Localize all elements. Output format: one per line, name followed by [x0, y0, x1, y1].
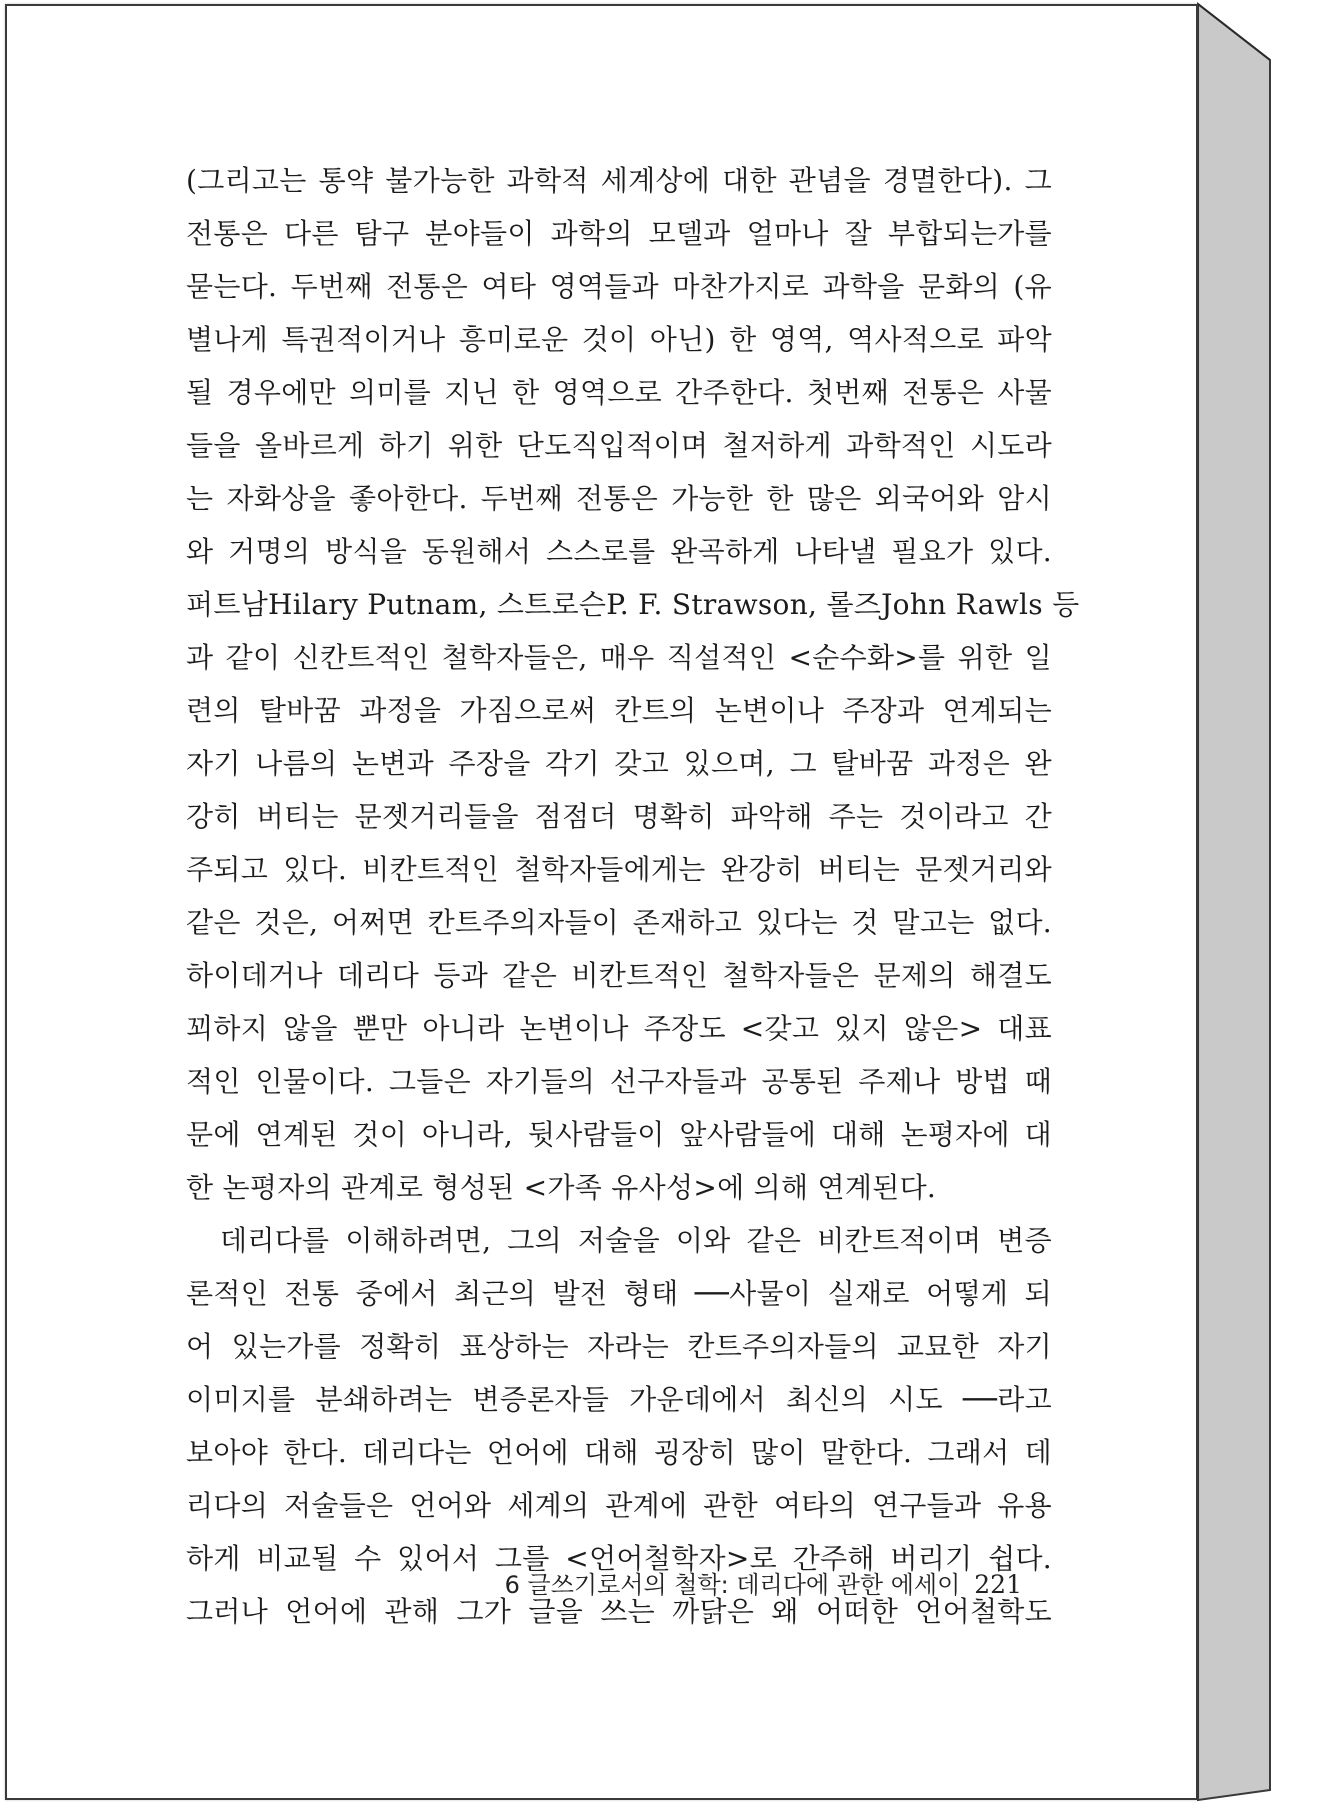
text-line: 이미지를 분쇄하려는 변증론자들 가운데에서 최신의 시도 ──라고: [186, 1383, 1052, 1416]
text-line: 론적인 전통 중에서 최근의 발전 형태 ──사물이 실재로 어떻게 되: [186, 1277, 1052, 1310]
text-line: 같은 것은, 어쩌면 칸트주의자들이 존재하고 있다는 것 말고는 없다.: [186, 906, 1052, 939]
text-line: 리다의 저술들은 언어와 세계의 관계에 관한 여타의 연구들과 유용: [186, 1489, 1052, 1522]
text-line: 들을 올바르게 하기 위한 단도직입적이며 철저하게 과학적인 시도라: [186, 429, 1052, 462]
text-line: 꾀하지 않을 뿐만 아니라 논변이나 주장도 <갖고 있지 않은> 대표: [186, 1012, 1052, 1045]
text-line: 어 있는가를 정확히 표상하는 자라는 칸트주의자들의 교묘한 자기: [186, 1330, 1052, 1363]
text-line: 묻는다. 두번째 전통은 여타 영역들과 마찬가지로 과학을 문화의 (유: [186, 270, 1052, 303]
page-footer: [505, 1565, 1022, 1600]
text-line: 그러나 언어에 관해 그가 글을 쓰는 까닭은 왜 어떠한 언어철학도: [186, 1595, 1052, 1628]
text-line: 될 경우에만 의미를 지닌 한 영역으로 간주한다. 첫번째 전통은 사물: [186, 376, 1052, 409]
text-line: (그리고는 통약 불가능한 과학적 세계상에 대한 관념을 경멸한다). 그: [186, 164, 1052, 197]
text-line: 주되고 있다. 비칸트적인 철학자들에게는 완강히 버티는 문젯거리와: [186, 853, 1052, 886]
text-line: 보아야 한다. 데리다는 언어에 대해 굉장히 많이 말한다. 그래서 데: [186, 1436, 1052, 1469]
body-text: [186, 154, 1080, 1638]
text-line: 자기 나름의 논변과 주장을 각기 갖고 있으며, 그 탈바꿈 과정은 완: [186, 747, 1052, 780]
book-spine-face: [1198, 4, 1270, 1800]
text-line: 전통은 다른 탐구 분야들이 과학의 모델과 얼마나 잘 부합되는가를: [186, 217, 1052, 250]
text-line: 강히 버티는 문젯거리들을 점점더 명확히 파악해 주는 것이라고 간: [186, 800, 1052, 833]
text-line: 문에 연계된 것이 아니라, 뒷사람들이 앞사람들에 대해 논평자에 대: [186, 1118, 1052, 1151]
running-title: 6 글쓰기로서의 철학: 데리다에 관한 에세이: [504, 1571, 961, 1599]
text-line: 와 거명의 방식을 동원해서 스스로를 완곡하게 나타낼 필요가 있다.: [186, 535, 1052, 568]
text-line: 하게 비교될 수 있어서 그를 <언어철학자>로 간주해 버리기 쉽다.: [186, 1542, 1052, 1575]
text-line: 과 같이 신칸트적인 철학자들은, 매우 직설적인 <순수화>를 위한 일: [186, 641, 1052, 674]
text-line: 련의 탈바꿈 과정을 가짐으로써 칸트의 논변이나 주장과 연계되는: [186, 694, 1052, 727]
text-line: 하이데거나 데리다 등과 같은 비칸트적인 철학자들은 문제의 해결도: [186, 959, 1052, 992]
text-line: 한 논평자의 관계로 형성된 <가족 유사성>에 의해 연계된다.: [186, 1171, 937, 1204]
text-line: 별나게 특권적이거나 흥미로운 것이 아닌) 한 영역, 역사적으로 파악: [186, 323, 1052, 356]
text-line: 적인 인물이다. 그들은 자기들의 선구자들과 공통된 주제나 방법 때: [186, 1065, 1052, 1098]
page-number: 221: [974, 1570, 1022, 1599]
text-line: 는 자화상을 좋아한다. 두번째 전통은 가능한 한 많은 외국어와 암시: [186, 482, 1052, 515]
paragraph-start-line: 데리다를 이해하려면, 그의 저술을 이와 같은 비칸트적이며 변증: [220, 1224, 1052, 1257]
text-line: 퍼트남Hilary Putnam, 스트로슨P. F. Strawson, 롤즈John Rawls 등: [186, 588, 1080, 621]
